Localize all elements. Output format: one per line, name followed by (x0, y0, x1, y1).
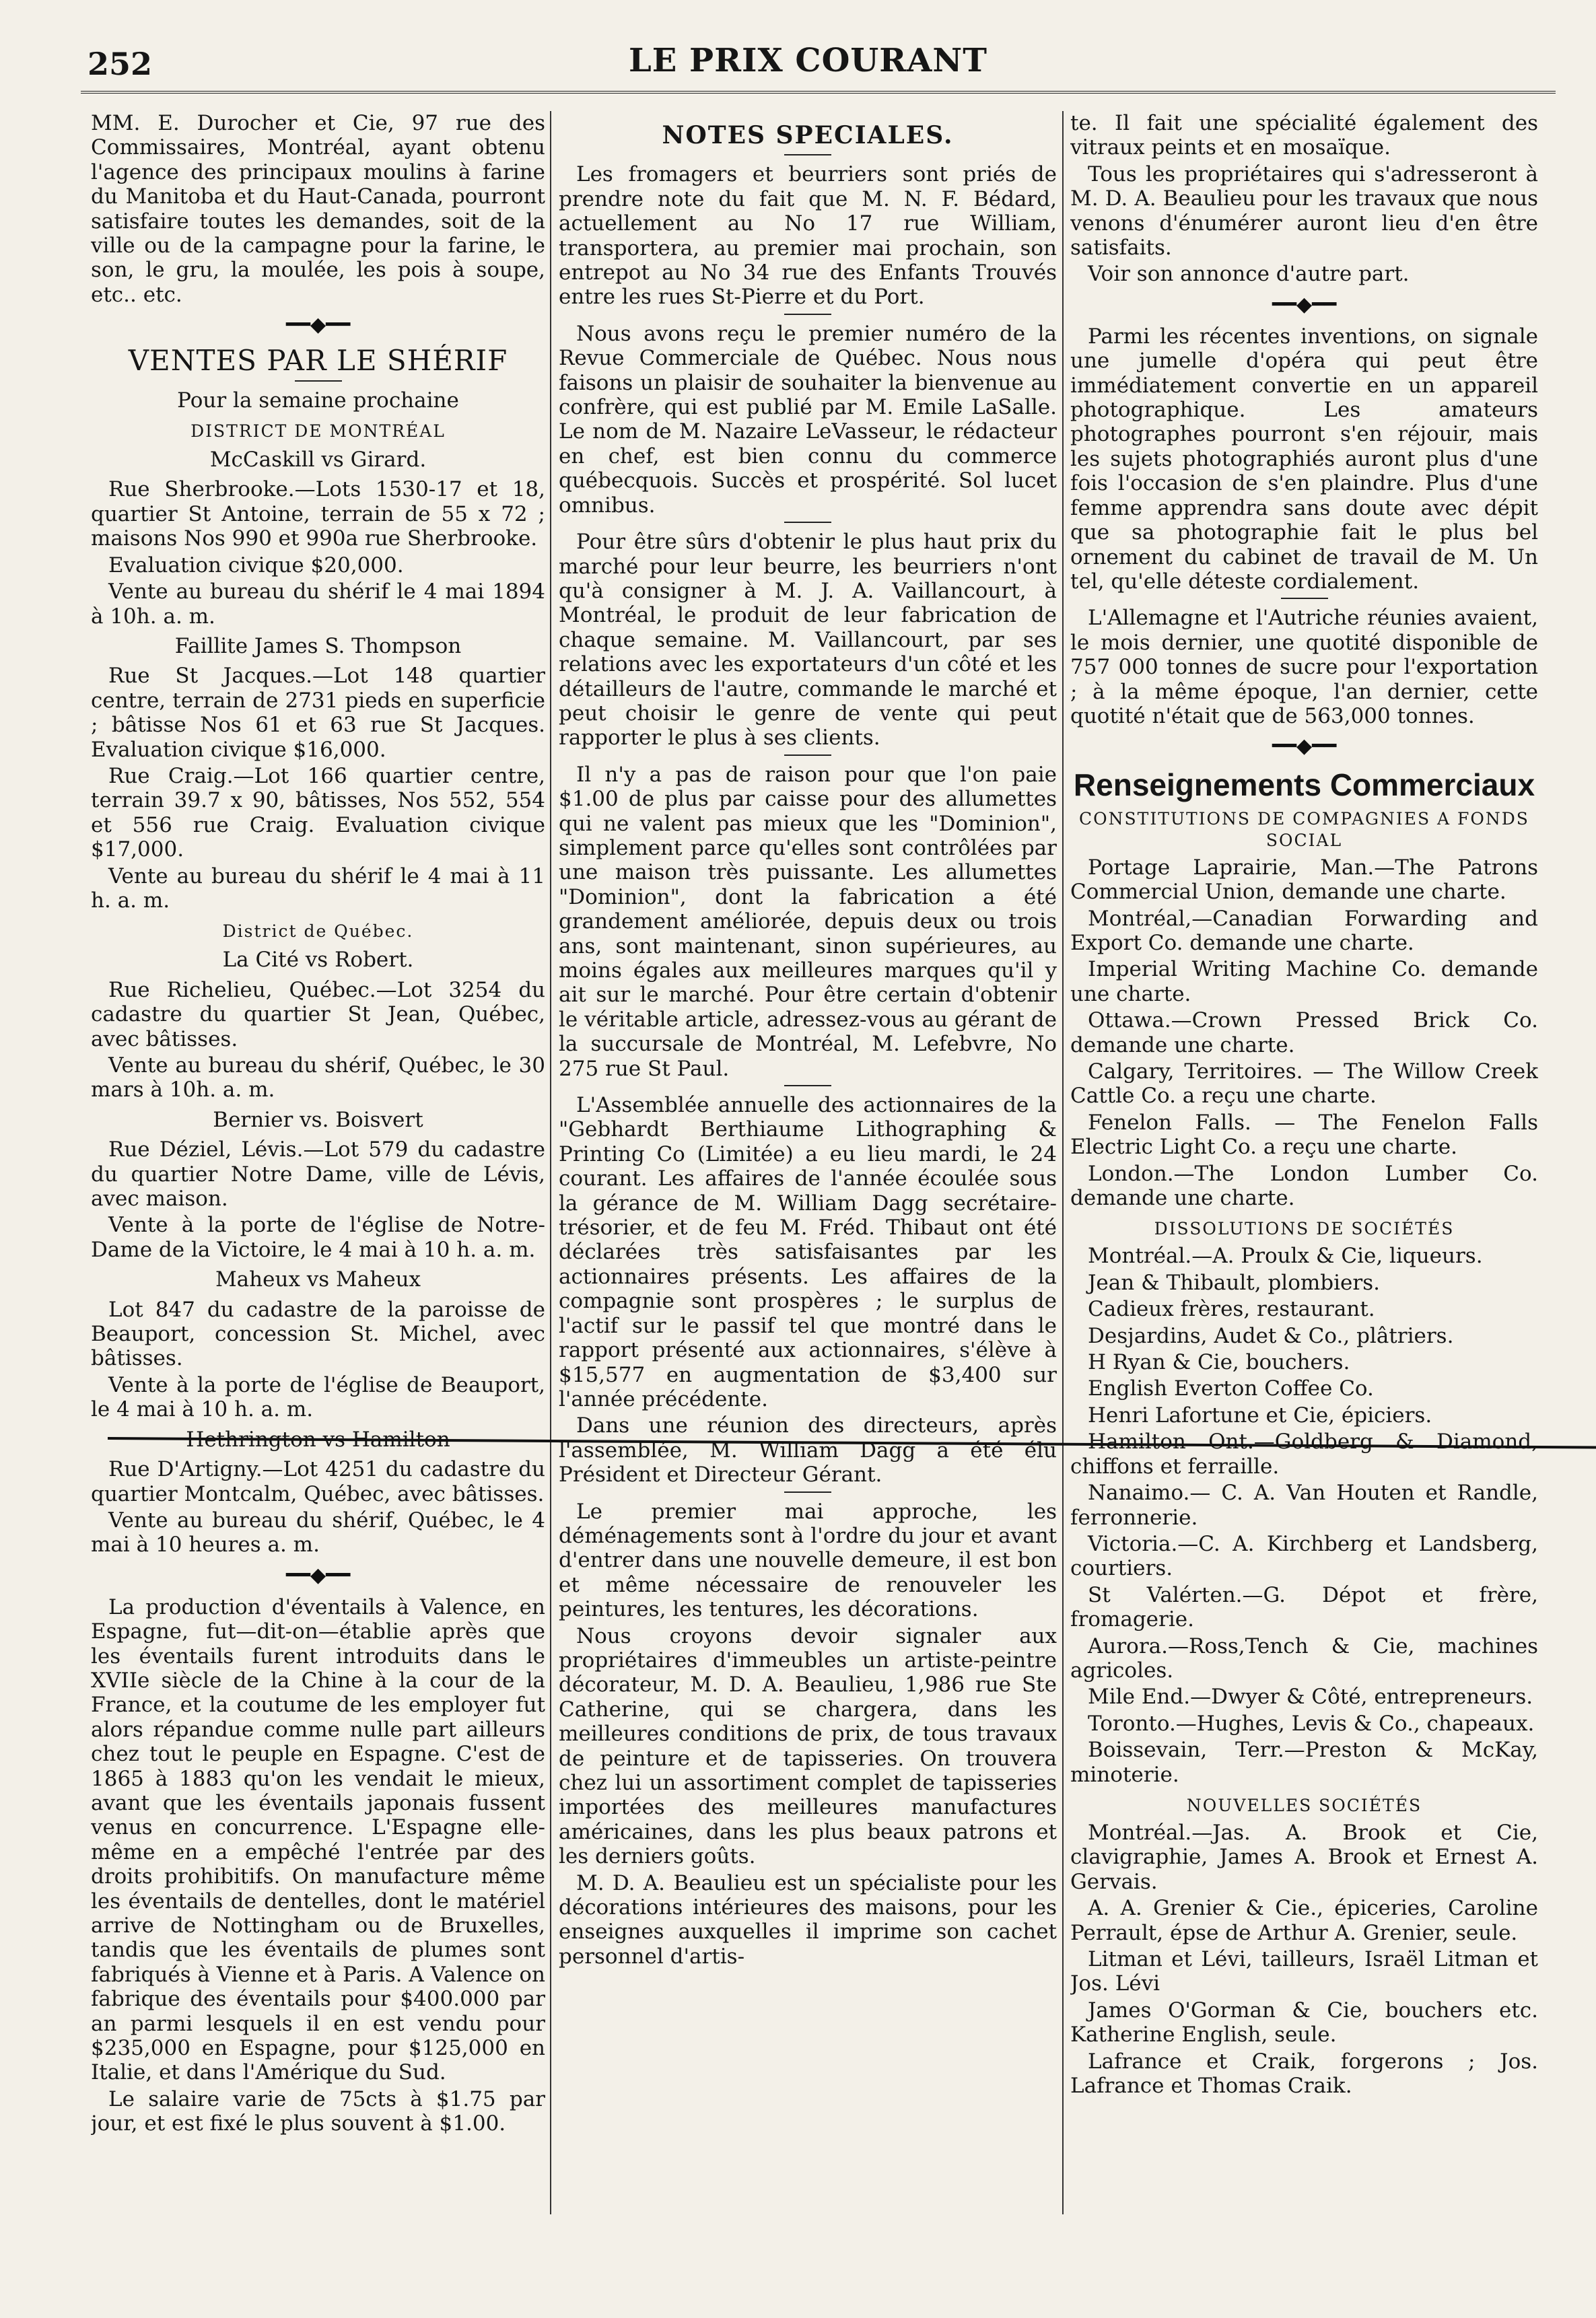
column-divider (1062, 111, 1064, 2214)
district-heading: District de Québec. (222, 921, 414, 942)
case-text: Rue D'Artigny.—Lot 4251 du cadastre du quartier Montcalm, Québec, avec bâtisses. (91, 1457, 545, 1506)
entry-text: H Ryan & Cie, bouchers. (1088, 1350, 1350, 1375)
case-text: Vente au bureau du shérif, Québec, le 30 mars à 10h. a. m. (91, 1053, 545, 1102)
journal-title: LE PRIX COURANT (628, 42, 988, 79)
entry-text: Boissevain, Terr.—Preston & McKay, minoterie. (1070, 1738, 1538, 1787)
entry-text: Montréal.—Jas. A. Brook et Cie, clavigraphie, James A. Brook et Ernest A. Gervais. (1070, 1820, 1538, 1894)
case-text: Rue Déziel, Lévis.—Lot 579 du cadastre du quartier Notre Dame, ville de Lévis, avec maison. (91, 1137, 545, 1211)
note-text: Tous les propriétaires qui s'adresseront à M. D. A. Beaulieu pour les travaux que nous venons d'énumérer auront lieu d'en être satisfaits. (1070, 162, 1538, 260)
entry-text: Hamilton Ont.—Goldberg & Diamond, chiffons et ferraille. (1070, 1430, 1538, 1479)
entry-text: James O'Gorman & Cie, bouchers etc. Katherine English, seule. (1070, 1998, 1538, 2047)
case-text: Rue Richelieu, Québec.—Lot 3254 du cadastre du quartier St Jean, Québec, avec bâtisses. (91, 977, 545, 1051)
ventes-title: VENTES PAR LE SHÉRIF (128, 344, 508, 378)
page-number: 252 (88, 46, 153, 82)
notes-title: NOTES SPECIALES. (662, 121, 954, 149)
case-title: Bernier vs. Boisvert (213, 1107, 423, 1132)
entry-text: Victoria.—C. A. Kirchberg et Landsberg, courtiers. (1070, 1531, 1538, 1581)
ornament-divider: ━━◆━━ (285, 1563, 351, 1587)
column-right (1070, 111, 1538, 2218)
case-title: McCaskill vs Girard. (209, 448, 427, 472)
case-text: Rue Craig.—Lot 166 quartier centre, terrain 39.7 x 90, bâtisses, Nos 552, 554 et 556 rue Craig. Evaluation civique $17,000. (91, 763, 545, 862)
note-text: L'Allemagne et l'Autriche réunies avaient, le mois dernier, une quotité disponible de 757 000 tonnes de sucre pour l'exportation ; à la même époque, l'an dernier, cette quotité n'était que de 563,000 tonnes. (1070, 606, 1538, 728)
case-text: Rue Sherbrooke.—Lots 1530-17 et 18, quartier St Antoine, terrain de 55 x 72 ; maisons Nos 990 et 990a rue Sherbrooke. (91, 477, 545, 551)
case-title: Hethrington vs Hamilton (186, 1427, 450, 1452)
short-rule (784, 314, 831, 315)
eventails-text: Le salaire varie de 75cts à $1.75 par jour, et est fixé le plus souvent à $1.00. (91, 2086, 545, 2136)
note-text: Parmi les récentes inventions, on signale une jumelle d'opéra qui peut être immédiatement convertie en un appareil photographique. Les amateurs photographes pourront s'en réjouir, mais les sujets photographiés auront plus d'une fois l'occasion de s'en plaindre. Plus d'une femme apprendra sans doute avec dépit que sa photographie fait le plus bel ornement du cabinet de travail de M. Un tel, qu'elle déteste cordialement. (1070, 324, 1538, 594)
short-rule (784, 154, 831, 155)
case-title: Maheux vs Maheux (215, 1267, 421, 1292)
note-text: Nous croyons devoir signaler aux propriétaires d'immeubles un artiste-peintre décorateur, M. D. A. Beaulieu, 1,986 rue Ste Catherine, qui se chargera, dans les meilleures conditions de prix, de tous travaux de peinture et de tapisseries. On trouvera chez lui un assortiment complet de tapisseries importées des meilleures manufactures américaines, dans les plus beaux patrons et les derniers goûts. (559, 1623, 1057, 1869)
entry-text: Aurora.—Ross,Tench & Cie, machines agricoles. (1070, 1634, 1538, 1683)
entry-text: Henri Lafortune et Cie, épiciers. (1088, 1403, 1432, 1428)
column-left (91, 111, 545, 2218)
entry-text: Lafrance et Craik, forgerons ; Jos. Lafrance et Thomas Craik. (1070, 2049, 1538, 2099)
ornament-divider: ━━◆━━ (1272, 292, 1337, 316)
note-text: Il n'y a pas de raison pour que l'on paie $1.00 de plus par caisse pour des allumettes qui ne valent pas mieux que les "Dominion", simplement parce qu'elles sont contrôlées par une maison très puissante. Les allumettes "Dominion", dont la fabrication a été grandement améliorée, depuis deux ou trois ans, sont maintenant, sinon supérieures, au moins égales aux meilleures marques qu'il y ait sur le marché. Pour être certain d'obtenir le véritable article, adressez-vous au gérant de la succursale de Montréal, M. Lefebvre, No 275 rue St Paul. (559, 762, 1057, 1081)
entry-text: Toronto.—Hughes, Levis & Co., chapeaux. (1088, 1711, 1535, 1736)
note-text: Les fromagers et beurriers sont priés de prendre note du fait que M. N. F. Bédard, actuellement au No 17 rue William, transportera, au premier mai prochain, son entrepot au No 34 rue des Enfants Trouvés entre les rues St-Pierre et du Port. (559, 162, 1057, 310)
entry-text: Montréal,—Canadian Forwarding and Export Co. demande une charte. (1070, 906, 1538, 955)
short-rule (784, 1491, 831, 1493)
entry-text: Calgary, Territoires. — The Willow Creek Cattle Co. a reçu une charte. (1070, 1059, 1538, 1109)
entry-text: Montréal.—A. Proulx & Cie, liqueurs. (1088, 1244, 1483, 1269)
entry-text: English Everton Coffee Co. (1088, 1376, 1374, 1401)
entry-text: St Valérten.—G. Dépot et frère, fromagerie. (1070, 1582, 1538, 1632)
case-text: Vente au bureau du shérif le 4 mai à 11 h. a. m. (91, 864, 545, 913)
note-text: te. Il fait une spécialité également des vitraux peints et en mosaïque. (1070, 111, 1538, 160)
entry-text: Litman et Lévi, tailleurs, Israël Litman et Jos. Lévi (1070, 1947, 1538, 1996)
entry-text: Ottawa.—Crown Pressed Brick Co. demande une charte. (1070, 1008, 1538, 1057)
short-rule (784, 754, 831, 756)
district-heading: DISTRICT DE MONTRÉAL (190, 421, 446, 442)
entry-text: Cadieux frères, restaurant. (1088, 1297, 1375, 1322)
page-header (81, 40, 1535, 94)
case-text: Vente à la porte de l'église de Notre-Dame de la Victoire, le 4 mai à 10 h. a. m. (91, 1213, 545, 1262)
short-rule (1281, 598, 1328, 599)
note-text: M. D. A. Beaulieu est un spécialiste pour les décorations intérieures des maisons, pour les enseignes auxquelles il imprime son cachet personnel d'artis- (559, 1870, 1057, 1969)
case-text: Vente à la porte de l'église de Beauport, le 4 mai à 10 h. a. m. (91, 1372, 545, 1422)
section-heading: CONSTITUTIONS DE COMPAGNIES A FONDS SOCIAL (1079, 808, 1529, 850)
entry-text: Jean & Thibault, plombiers. (1088, 1270, 1380, 1295)
renseignements-title: Renseignements Commerciaux (1073, 767, 1535, 803)
case-text: Vente au bureau du shérif, Québec, le 4 mai à 10 heures a. m. (91, 1508, 545, 1557)
entry-text: Mile End.—Dwyer & Côté, entrepreneurs. (1088, 1685, 1533, 1710)
case-text: Lot 847 du cadastre de la paroisse de Beauport, concession St. Michel, avec bâtisses. (91, 1297, 545, 1371)
case-text: Evaluation civique $20,000. (108, 553, 404, 577)
entry-text: London.—The London Lumber Co. demande une charte. (1070, 1161, 1538, 1211)
entry-text: A. A. Grenier & Cie., épiceries, Caroline Perrault, épse de Arthur A. Grenier, seule. (1070, 1896, 1538, 1945)
ornament-divider: ━━◆━━ (285, 313, 351, 337)
case-title: Faillite James S. Thompson (174, 633, 462, 658)
short-rule (295, 380, 342, 382)
entry-text: Nanaimo.— C. A. Van Houten et Randle, ferronnerie. (1070, 1481, 1538, 1530)
durocher-notice: MM. E. Durocher et Cie, 97 rue des Commissaires, Montréal, ayant obtenu l'agence des principaux moulins à farine du Manitoba et du Haut-Canada, pourront satisfaire toutes les demandes, soit de la ville ou de la campagne pour la farine, le son, le gru, la moulée, les pois à soupe, etc.. etc. (91, 111, 545, 307)
eventails-text: La production d'éventails à Valence, en Espagne, fut—dit-on—établie après que les éventails furent introduits dans le XVIIe siècle de la Chine à la cour de la France, et la coutume de les employer fut alors répandue comme nulle part ailleurs chez tout le peuple en Espagne. C'est de 1865 à 1883 qu'on les vendait le mieux, avant que les éventails japonais fussent venus en concurrence. L'Espagne elle-même en a empêché l'entrée par des droits prohibitifs. On manufacture même les éventails de dentelles, dont le matériel arrive de Nottingham ou de Bruxelles, tandis que les éventails de plumes sont fabriqués à Vienne et à Paris. A Valence on fabrique des éventails pour $400.000 par an parmi lesquels il en est vendu pour $235,000 en Espagne, pour $125,000 en Italie, et dans l'Amérique du Sud. (91, 1594, 545, 2085)
entry-text: Fenelon Falls. — The Fenelon Falls Electric Light Co. a reçu une charte. (1070, 1110, 1538, 1160)
case-text: Vente au bureau du shérif le 4 mai 1894 à 10h. a. m. (91, 580, 545, 629)
case-title: La Cité vs Robert. (222, 948, 414, 973)
ventes-subtitle: Pour la semaine prochaine (177, 388, 459, 413)
note-text: L'Assemblée annuelle des actionnaires de la "Gebhardt Berthiaume Lithographing & Printing Co (Limitée) a eu lieu mardi, le 24 courant. Les affaires de l'année écoulée sous la gérance de M. William Dagg secrétaire-trésorier, et de feu M. Fréd. Thibaut ont été déclarées très satisfaisantes par les actionnaires présents. Les affaires de la compagnie sont prospères ; le surplus de l'actif sur le passif tel que montré dans le rapport présenté aux actionnaires, s'élève à $15,577 en augmentation de $3,400 sur l'année précédente. (559, 1093, 1057, 1411)
column-middle (559, 111, 1057, 2218)
note-text: Voir son annonce d'autre part. (1088, 262, 1410, 287)
case-text: Rue St Jacques.—Lot 148 quartier centre, terrain de 2731 pieds en superficie ; bâtisse Nos 61 et 63 rue St Jacques. Evaluation civique $16,000. (91, 664, 545, 762)
note-text: Nous avons reçu le premier numéro de la Revue Commerciale de Québec. Nous nous faisons un plaisir de souhaiter la bienvenue au confrère, qui est publié par M. Emile LaSalle. Le nom de M. Nazaire LeVasseur, le rédacteur en chef, est bien connu du commerce québecquois. Succès et prospérité. Sol lucet omnibus. (559, 321, 1057, 518)
entry-text: Desjardins, Audet & Co., plâtriers. (1088, 1323, 1454, 1348)
short-rule (784, 1085, 831, 1086)
ornament-divider: ━━◆━━ (1272, 734, 1337, 759)
note-text: Le premier mai approche, les déménagements sont à l'ordre du jour et avant d'entrer dans une nouvelle demeure, il est bon et même nécessaire de renouveler les peintures, les tentures, les décorations. (559, 1499, 1057, 1622)
short-rule (784, 522, 831, 523)
section-heading: DISSOLUTIONS DE SOCIÉTÉS (1154, 1219, 1455, 1239)
section-heading: NOUVELLES SOCIÉTÉS (1186, 1795, 1422, 1815)
header-rule (81, 91, 1556, 94)
column-divider (550, 111, 551, 2214)
entry-text: Portage Laprairie, Man.—The Patrons Commercial Union, demande une charte. (1070, 855, 1538, 905)
note-text: Pour être sûrs d'obtenir le plus haut prix du marché pour leur beurre, les beurriers n'ont qu'à consigner à M. J. A. Vaillancourt, à Montréal, le produit de leur fabrication de chaque semaine. M. Vaillancourt, par ses relations avec les exportateurs d'un côté et les détailleurs de l'autre, commande le marché et peut choisir le genre de vente qui peut rapporter le plus à ses clients. (559, 530, 1057, 750)
note-text: Dans une réunion des directeurs, après l'assemblée, M. William Dagg a été élu Président et Directeur Gérant. (559, 1413, 1057, 1487)
entry-text: Imperial Writing Machine Co. demande une charte. (1070, 957, 1538, 1006)
